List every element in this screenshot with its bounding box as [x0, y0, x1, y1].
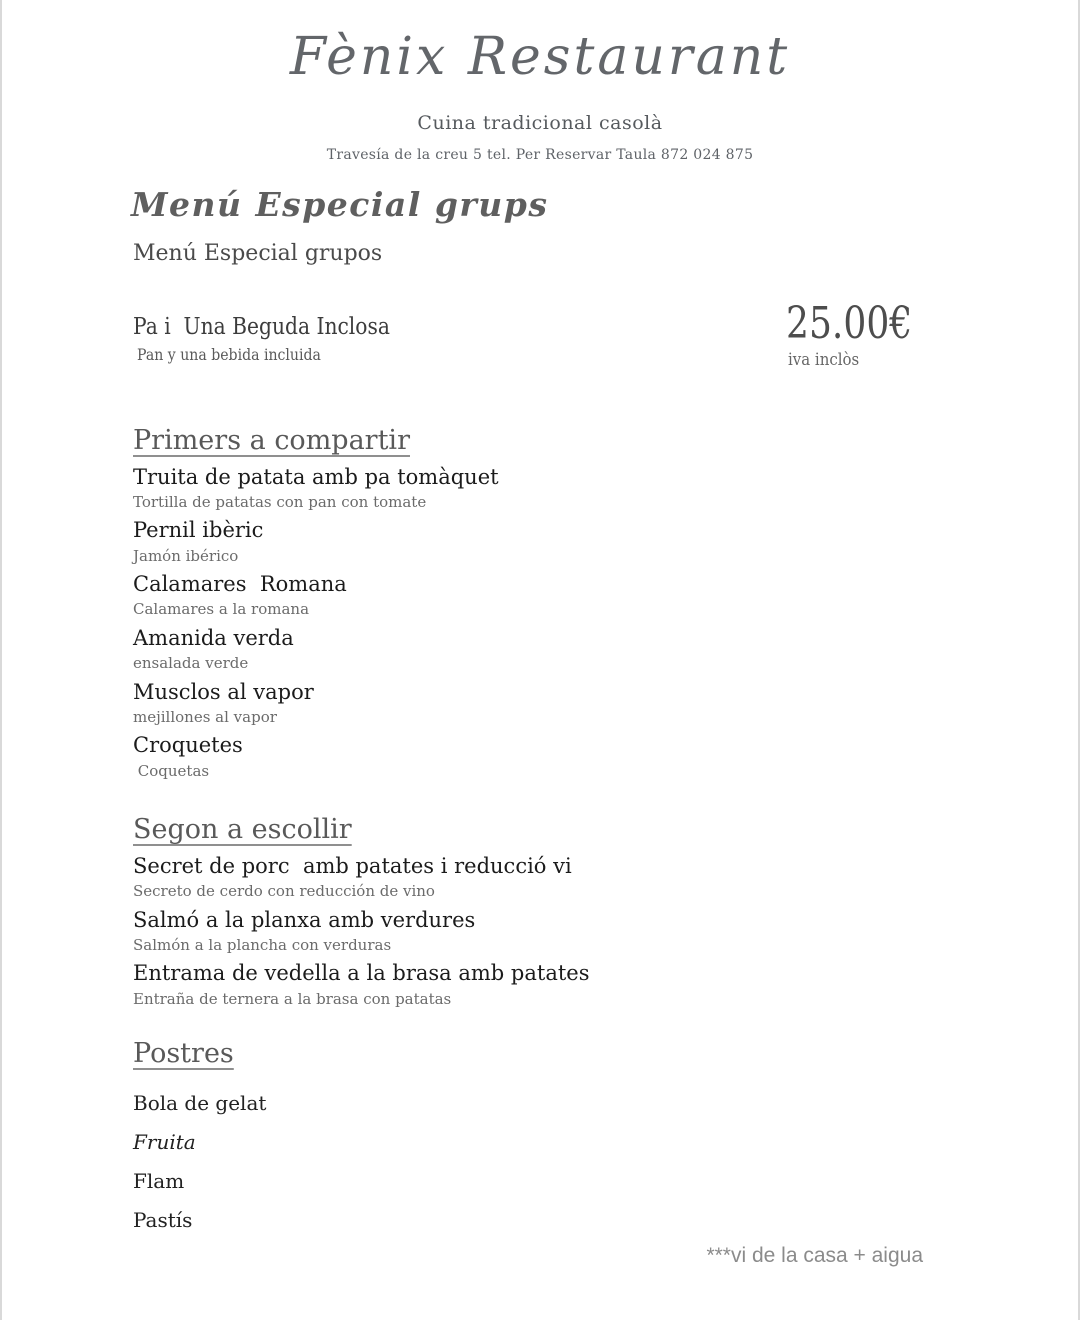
- menu-item: [133, 960, 1078, 1009]
- menu-item: [133, 853, 1078, 902]
- section-title-primers: Primers a compartir: [133, 424, 410, 456]
- menu-item: [133, 679, 1078, 728]
- menu-heading-block: [2, 185, 1078, 266]
- restaurant-title: Fènix Restaurant: [289, 27, 791, 87]
- dish-translation: Jamón ibérico: [133, 546, 239, 565]
- dish-translation: Secreto de cerdo con reducción de vino: [133, 882, 435, 901]
- restaurant-tagline: Cuina tradicional casolà: [417, 112, 663, 135]
- vat-note: iva inclòs: [788, 350, 860, 371]
- price-block: [786, 297, 940, 371]
- section-segon: [133, 813, 1078, 1009]
- dish-translation: mejillones al vapor: [133, 707, 277, 726]
- dish-name: Croquetes: [133, 733, 243, 758]
- menu-heading-catalan: Menú Especial grups: [131, 185, 549, 225]
- wine-footnote: ***vi de la casa + aigua: [706, 1244, 923, 1267]
- section-title-postres: Postres: [133, 1038, 234, 1070]
- dish-name: Amanida verda: [133, 625, 294, 650]
- dish-name: Salmó a la planxa amb verdures: [133, 907, 476, 932]
- section-primers: [133, 424, 1078, 781]
- dessert-item: Pastís: [133, 1207, 193, 1232]
- dish-name: Pernil ibèric: [133, 518, 264, 543]
- dessert-item: Flam: [133, 1168, 185, 1193]
- menu-item: [133, 571, 1078, 620]
- included-line-spanish: Pan y una bebida incluida: [137, 344, 321, 364]
- dish-name: Calamares Romana: [133, 572, 347, 597]
- header: [2, 0, 1078, 163]
- dish-translation: ensalada verde: [133, 654, 249, 673]
- dish-translation: Entraña de ternera a la brasa con patatas: [133, 989, 452, 1008]
- dish-translation: Coquetas: [133, 761, 210, 780]
- menu-item: [133, 625, 1078, 674]
- dish-translation: Salmón a la plancha con verduras: [133, 935, 392, 954]
- dish-translation: Tortilla de patatas con pan con tomate: [133, 492, 427, 511]
- dessert-item: Bola de gelat: [133, 1090, 267, 1115]
- section-postres: [133, 1037, 1078, 1232]
- address-line: Travesía de la creu 5 tel. Per Reservar Taula 872 024 875: [326, 147, 754, 164]
- dish-translation: Calamares a la romana: [133, 600, 310, 619]
- dessert-item: Fruita: [133, 1129, 196, 1154]
- menu-item: [133, 732, 1078, 781]
- included-line-catalan: Pa i Una Beguda Inclosa: [133, 313, 390, 340]
- section-title-segon: Segon a escollir: [133, 814, 352, 846]
- price-row: [2, 297, 1078, 374]
- dish-name: Truita de patata amb pa tomàquet: [133, 464, 499, 489]
- menu-item: [133, 907, 1078, 956]
- dish-name: Musclos al vapor: [133, 679, 314, 704]
- menu-heading-spanish: Menú Especial grupos: [133, 240, 383, 266]
- menu-price: 25.00€: [786, 297, 913, 349]
- menu-item: [133, 517, 1078, 566]
- dish-name: Entrama de vedella a la brasa amb patates: [133, 961, 590, 986]
- menu-item: [133, 464, 1078, 513]
- dish-name: Secret de porc amb patates i reducció vi: [133, 853, 572, 878]
